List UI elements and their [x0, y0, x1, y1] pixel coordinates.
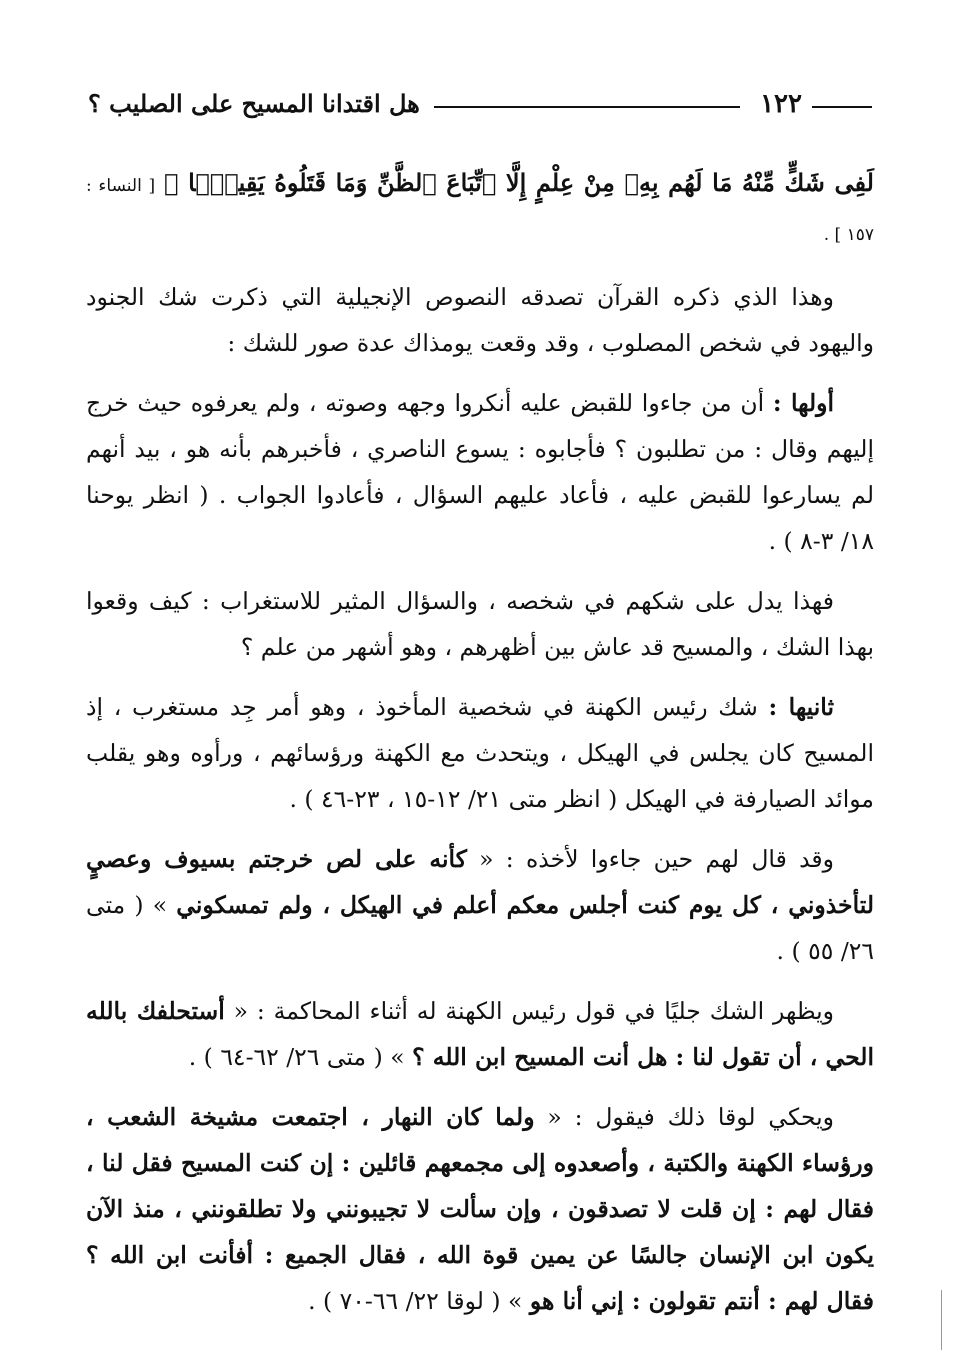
paragraph-3: فهذا يدل على شكهم في شخصه ، والسؤال المثير للاستغراب : كيف وقعوا بهذا الشك ، والمسيح قد عاش بين أظهرهم ، وهو أشهر من علم ؟ [86, 587, 874, 661]
paragraph-4-lead: ثانيها : [768, 693, 834, 721]
paragraph-2-text: أن من جاءوا للقبض عليه أنكروا وجهه وصوته ، ولم يعرفوه حيث خرج إليهم وقال : من تطلبون ؟ فأجابوه : يسوع الناصري ، فأخبرهم بأنه هو ، بيد أنهم لم يسارعوا للقبض عليه ، فأعاد عليهم السؤال ، فأعادوا الجواب . ( انظر يوحنا ١٨/ ٣-٨ ) . [86, 389, 874, 555]
paragraph-7-quote: ولما كان النهار ، اجتمعت مشيخة الشعب ، ورؤساء الكهنة والكتبة ، وأصعدوه إلى مجمعهم قائلين : إن كنت المسيح فقل لنا ، فقال لهم : إن قلت لا تصدقون ، وإن سألت لا تجيبونني ولا تطلقونني ، منذ الآن يكون ابن الإنسان جالسًا عن يمين قوة الله ، فقال الجميع : أفأنت ابن الله ؟ فقال لهم : أنتم تقولون : إني أنا هو [86, 1103, 874, 1315]
paragraph-2-lead: أولها : [772, 389, 834, 417]
running-title: هل اقتدانا المسيح على الصليب ؟ [88, 89, 420, 118]
paragraph-6-intro: ويظهر الشك جليًا في قول رئيس الكهنة له أثناء المحاكمة : « [224, 997, 834, 1025]
page-header [88, 82, 872, 126]
paragraph-6 [86, 988, 874, 1080]
quran-verse [86, 160, 874, 258]
scan-edge-line [941, 1290, 942, 1350]
paragraph-5-intro: وقد قال لهم حين جاءوا لأخذه : « [466, 845, 834, 873]
paragraph-5 [86, 836, 874, 974]
paragraph-7-intro: ويحكي لوقا ذلك فيقول : « [534, 1103, 835, 1131]
paragraph-7-citation: » ( لوقا ٢٢/ ٦٦-٧٠ ) . [308, 1287, 530, 1315]
header-rule-middle [434, 106, 740, 108]
paragraph-4-text: شك رئيس الكهنة في شخصية المأخوذ ، وهو أمر جِد مستغرب ، إذ المسيح كان يجلس في الهيكل ، ويتحدث مع الكهنة ورؤسائهم ، ورأوه وهو يقلب موائد الصيارفة في الهيكل ( انظر متى ٢١/ ١٢-١٥ ، ٢٣-٤٦ ) . [86, 693, 874, 813]
paragraph-4 [86, 684, 874, 822]
verse-reference: [ النساء : ١٥٧ ] . [86, 176, 874, 245]
paragraph-7 [86, 1094, 874, 1324]
page-body [86, 160, 874, 1338]
page-number: ١٢٢ [760, 89, 802, 119]
header-rule-right [812, 106, 872, 108]
paragraph-6-quote: أستحلفك بالله الحي ، أن تقول لنا : هل أنت المسيح ابن الله ؟ [86, 997, 874, 1071]
paragraph-5-quote: كأنه على لص خرجتم بسيوف وعصيٍ لتأخذوني ، كل يوم كنت أجلس معكم أعلم في الهيكل ، ولم تمسكوني [86, 845, 874, 919]
paragraph-1: وهذا الذي ذكره القرآن تصدقه النصوص الإنجيلية التي ذكرت شك الجنود واليهود في شخص المصلوب ، وقد وقعت يومذاك عدة صور للشك : [86, 283, 874, 357]
paragraph-2 [86, 380, 874, 564]
verse-text: لَفِى شَكٍّ مِّنْهُ مَا لَهُم بِهِۦ مِنْ عِلْمٍ إِلَّا ٱتِّبَاعَ ٱلظَّنِّ وَمَا قَتَلُوهُ يَقِينًۢا ﴾ [164, 168, 874, 197]
paragraph-6-citation: » ( متى ٢٦/ ٦٢-٦٤ ) . [188, 1043, 413, 1071]
paragraph-5-citation: » ( متى ٢٦/ ٥٥ ) . [86, 891, 874, 965]
